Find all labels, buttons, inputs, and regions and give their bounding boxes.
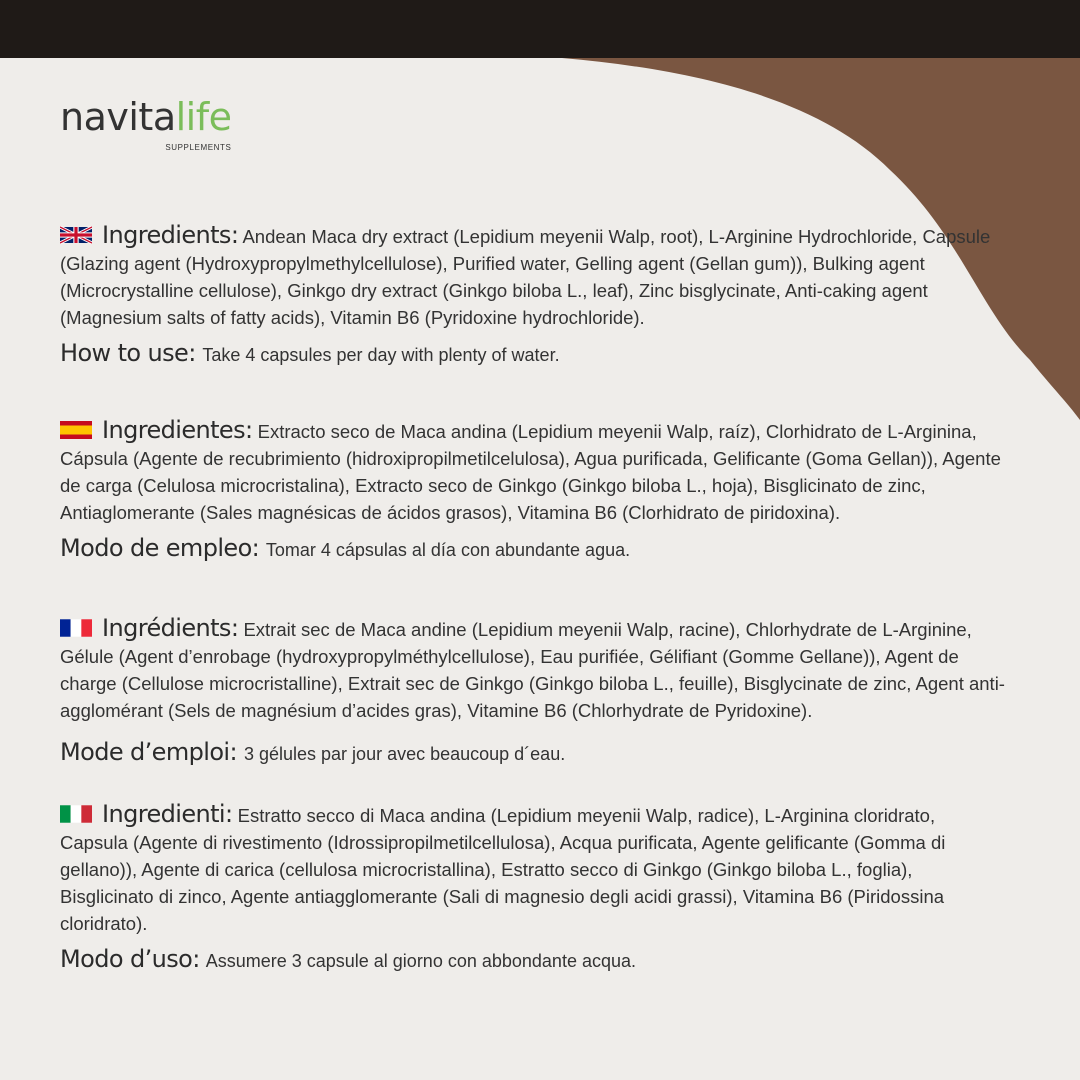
ingredients-title-fr: Ingrédients:: [102, 614, 239, 642]
use-title-fr: Mode d’emploi:: [60, 738, 237, 766]
brand-logo: [60, 95, 232, 152]
section-italian: [60, 801, 1005, 973]
ingredients-text-en: Andean Maca dry extract (Lepidium meyenii Walp, root), L-Arginine Hydrochloride, Capsule (Glazing agent (Hydroxypropylmethylcellulose), Purified water, Gelling agent (Gellan gum)), Bulking agent (Microcrystalline cellulose), Ginkgo dry extract (Ginkgo biloba L., leaf), Zinc bisglycinate, Anti-caking agent (Magnesium salts of fatty acids), Vitamin B6 (Pyridoxine hydrochloride).: [60, 226, 991, 328]
use-title-en: How to use:: [60, 339, 196, 367]
france-flag-icon: [60, 619, 92, 637]
section-english: [60, 222, 1005, 367]
ingredients-text-it: Estratto secco di Maca andina (Lepidium meyenii Walp, radice), L-Arginina cloridrato, Capsula (Agente di rivestimento (Idrossipropilmetilcellulosa), Acqua purificata, Agente gelificante (Gomma di gellano)), Agente di carica (cellulosa microcristallina), Estratto secco di Ginkgo (Ginkgo biloba L., foglia), Bisglicinato di zinco, Agente antiagglomerante (Sali di magnesio degli acidi grassi), Vitamina B6 (Piridossina cloridrato).: [60, 805, 946, 934]
use-title-es: Modo de empleo:: [60, 534, 260, 562]
use-text-en: Take 4 capsules per day with plenty of water.: [202, 345, 560, 365]
ingredients-text-es: Extracto seco de Maca andina (Lepidium meyenii Walp, raíz), Clorhidrato de L-Arginina, Cápsula (Agente de recubrimiento (hidroxipropilmetilcelulosa), Agua purificada, Gelificante (Goma Gellan)), Agente de carga (Celulosa microcristalina), Extracto seco de Ginkgo (Ginkgo biloba L., hoja), Bisglicinato de zinc, Antiaglomerante (Sales magnésicas de ácidos grasos), Vitamina B6 (Clorhidrato de piridoxina).: [60, 421, 1001, 523]
use-text-es: Tomar 4 cápsulas al día con abundante agua.: [265, 540, 631, 560]
logo-text-green: life: [175, 95, 232, 139]
section-french: [60, 615, 1005, 766]
uk-flag-icon: [60, 226, 92, 244]
logo-tagline: SUPPLEMENTS: [165, 143, 232, 152]
use-text-fr: 3 gélules par jour avec beaucoup d´eau.: [243, 744, 566, 764]
ingredients-text-fr: Extrait sec de Maca andine (Lepidium meyenii Walp, racine), Chlorhydrate de L-Arginine, Gélule (Agent d’enrobage (hydroxypropylméthylcellulose), Eau purifiée, Gélifiant (Gomme Gellane)), Agent de charge (Cellulose microcristalline), Extrait sec de Ginkgo (Ginkgo biloba L., feuille), Bisglycinate de zinc, Agent anti-agglomérant (Sels de magnésium d’acides gras), Vitamine B6 (Chlorhydrate de Pyridoxine).: [60, 619, 1005, 721]
ingredients-title-en: Ingredients:: [102, 221, 239, 249]
ingredients-title-es: Ingredientes:: [102, 416, 253, 444]
use-title-it: Modo d’uso:: [60, 945, 200, 973]
ingredients-title-it: Ingredienti:: [102, 800, 233, 828]
spain-flag-icon: [60, 421, 92, 439]
logo-text-dark: navita: [60, 95, 176, 139]
section-spanish: [60, 417, 1005, 562]
use-text-it: Assumere 3 capsule al giorno con abbondante acqua.: [205, 951, 636, 971]
italy-flag-icon: [60, 805, 92, 823]
